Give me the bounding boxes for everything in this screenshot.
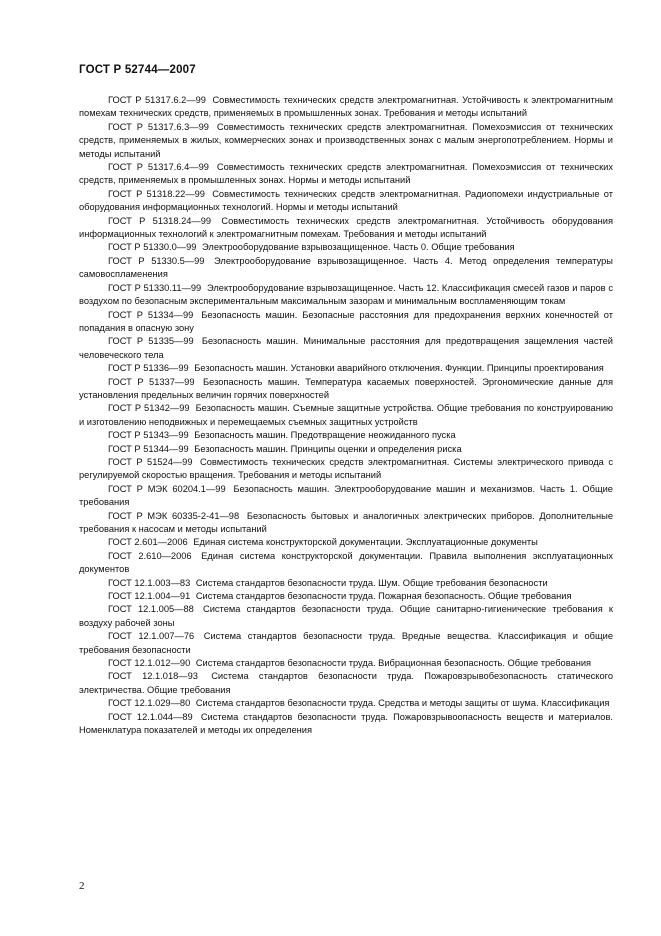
reference-item bbox=[79, 603, 613, 630]
reference-item bbox=[79, 215, 613, 242]
reference-title: Безопасность машин. Безопасные расстояния для предохранения верхних конечностей от попадания в опасную зону bbox=[79, 309, 614, 333]
reference-title: Совместимость технических средств электромагнитная. Устойчивость к электромагнитным помехам технических средств, применяемых в промышленных зонах. Требования и методы испытаний bbox=[79, 95, 613, 119]
reference-title: Электрооборудование взрывозащищенное. Часть 0. Общие требования bbox=[202, 242, 515, 253]
reference-item bbox=[79, 456, 613, 483]
reference-code: ГОСТ Р 51317.6.2—99 bbox=[108, 95, 206, 105]
reference-item bbox=[79, 550, 613, 577]
reference-title: Единая система конструкторской документации. Эксплуатационные документы bbox=[193, 537, 538, 548]
reference-item bbox=[79, 241, 613, 254]
standard-designation: ГОСТ Р 52744—2007 bbox=[79, 64, 196, 76]
reference-item bbox=[79, 94, 613, 121]
reference-item bbox=[79, 335, 613, 362]
reference-title: Система стандартов безопасности труда. Пожаровзрывоопасность веществ и материалов. Номенклатура показателей и методы их определения bbox=[79, 711, 613, 736]
reference-item bbox=[79, 657, 613, 670]
reference-code: ГОСТ Р 51318.24—99 bbox=[108, 215, 212, 226]
reference-code: ГОСТ 12.1.044—89 bbox=[108, 711, 193, 722]
reference-code: ГОСТ Р 51343—99 bbox=[108, 430, 189, 441]
reference-title: Единая система конструкторской документации. Правила выполнения эксплуатационных документов bbox=[79, 550, 614, 575]
reference-code: ГОСТ 12.1.018—93 bbox=[108, 671, 198, 682]
reference-title: Электрооборудование взрывозащищенное. Часть 12. Классификация смесей газов и паров с воздухом по безопасным экспериментальным максимальным зазорам и минимальным воспламеняющим токам bbox=[79, 282, 614, 307]
reference-title: Безопасность бытовых и аналогичных электрических приборов. Дополнительные требования к насосам и методы испытаний bbox=[79, 510, 613, 534]
reference-item bbox=[79, 577, 613, 590]
reference-code: ГОСТ Р 51317.6.4—99 bbox=[108, 162, 209, 173]
reference-item bbox=[79, 255, 613, 282]
reference-item bbox=[79, 402, 613, 429]
reference-title: Совместимость технических средств электромагнитная. Помехоэмиссия от технических средств, применяемых в промышленных зонах. Нормы и методы испытаний bbox=[79, 162, 613, 186]
reference-code: ГОСТ Р 51330.11—99 bbox=[108, 282, 202, 293]
reference-item bbox=[79, 362, 613, 375]
reference-code: ГОСТ 12.1.012—90 bbox=[108, 658, 191, 669]
reference-code: ГОСТ 12.1.007—76 bbox=[108, 631, 195, 642]
reference-code: ГОСТ Р 51336—99 bbox=[108, 363, 189, 374]
reference-title: Система стандартов безопасности труда. Вибрационная безопасность. Общие требования bbox=[195, 658, 592, 669]
reference-code: ГОСТ Р 51344—99 bbox=[108, 443, 189, 454]
reference-code: ГОСТ 12.1.003—83 bbox=[108, 577, 191, 588]
reference-item bbox=[79, 697, 613, 710]
reference-code: ГОСТ 2.610—2006 bbox=[108, 550, 192, 561]
reference-title: Совместимость технических средств электромагнитная. Устойчивость оборудования информационных технологий к электромагнитным помехам. Требования и методы испытаний bbox=[79, 215, 613, 240]
reference-item bbox=[79, 121, 613, 161]
reference-code: ГОСТ Р 51524—99 bbox=[108, 456, 193, 467]
normative-references-list bbox=[79, 94, 613, 738]
reference-item bbox=[79, 376, 613, 403]
reference-title: Безопасность машин. Предотвращение неожиданного пуска bbox=[194, 430, 456, 441]
reference-code: ГОСТ 12.1.004—91 bbox=[108, 591, 191, 602]
reference-item bbox=[79, 670, 613, 697]
reference-item bbox=[79, 161, 613, 188]
reference-item bbox=[79, 483, 613, 510]
reference-title: Совместимость технических средств электромагнитная. Радиопомехи индустриальные от оборудования информационных технологий. Нормы и методы испытаний bbox=[79, 188, 613, 213]
reference-code: ГОСТ Р 51335—99 bbox=[108, 336, 194, 347]
reference-title: Безопасность машин. Минимальные расстояния для предотвращения защемления частей человеческого тела bbox=[79, 336, 613, 360]
reference-code: ГОСТ Р МЭК 60335-2-41—98 bbox=[108, 510, 240, 521]
reference-code: ГОСТ Р 51337—99 bbox=[108, 376, 195, 387]
reference-item bbox=[79, 282, 613, 309]
reference-title: Система стандартов безопасности труда. Шум. Общие требования безопасности bbox=[195, 577, 548, 588]
reference-item bbox=[79, 188, 613, 215]
page-number: 2 bbox=[79, 880, 85, 892]
reference-title: Безопасность машин. Принципы оценки и определения риска bbox=[194, 443, 462, 454]
reference-title: Совместимость технических средств электромагнитная. Помехоэмиссия от технических средств, применяемых в жилых, коммерческих зонах и производственных зонах с малым энергопотреблением. Нормы и методы испытаний bbox=[79, 121, 613, 159]
reference-item bbox=[79, 309, 613, 336]
reference-title: Безопасность машин. Электрооборудование машин и механизмов. Часть 1. Общие требования bbox=[79, 483, 613, 508]
reference-code: ГОСТ Р 51318.22—99 bbox=[108, 188, 205, 199]
reference-code: ГОСТ 12.1.005—88 bbox=[108, 604, 194, 615]
reference-item bbox=[79, 510, 613, 537]
reference-title: Система стандартов безопасности труда. Средства и методы защиты от шума. Классификация bbox=[195, 698, 610, 709]
reference-item bbox=[79, 590, 613, 603]
reference-title: Система стандартов безопасности труда. Вредные вещества. Классификация и общие требования безопасности bbox=[79, 631, 613, 655]
reference-title: Совместимость технических средств электромагнитная. Системы электрического привода с регулируемой скоростью вращения. Требования и методы испытаний bbox=[79, 456, 613, 481]
reference-code: ГОСТ Р 51330.5—99 bbox=[108, 255, 205, 266]
reference-item bbox=[79, 443, 613, 456]
reference-title: Система стандартов безопасности труда. Пожаровзрывобезопасность статического электричества. Общие требования bbox=[79, 671, 613, 695]
reference-title: Безопасность машин. Установки аварийного отключения. Функции. Принципы проектирования bbox=[194, 363, 604, 374]
document-header bbox=[79, 64, 196, 76]
reference-item bbox=[79, 429, 613, 442]
reference-title: Безопасность машин. Съемные защитные устройства. Общие требования по конструированию и изготовлению неподвижных и перемещаемых съемных защитных устройств bbox=[79, 403, 613, 427]
reference-code: ГОСТ Р МЭК 60204.1—99 bbox=[108, 483, 226, 494]
reference-item bbox=[79, 536, 613, 549]
reference-title: Электрооборудование взрывозащищенное. Часть 4. Метод определения температуры самовоспламенения bbox=[79, 255, 613, 280]
reference-title: Безопасность машин. Температура касаемых поверхностей. Эргономические данные для установления предельных величин горячих поверхностей bbox=[79, 376, 613, 400]
reference-title: Система стандартов безопасности труда. Пожарная безопасность. Общие требования bbox=[195, 591, 572, 602]
reference-title: Система стандартов безопасности труда. Общие санитарно-гигиенические требования к воздуху рабочей зоны bbox=[79, 604, 613, 628]
reference-code: ГОСТ Р 51317.6.3—99 bbox=[108, 121, 209, 132]
reference-code: ГОСТ 2.601—2006 bbox=[108, 537, 188, 548]
reference-code: ГОСТ Р 51342—99 bbox=[108, 403, 190, 414]
reference-code: ГОСТ 12.1.029—80 bbox=[108, 698, 191, 709]
reference-code: ГОСТ Р 51330.0—99 bbox=[108, 242, 197, 253]
reference-item bbox=[79, 711, 613, 738]
reference-code: ГОСТ Р 51334—99 bbox=[108, 309, 194, 320]
reference-item bbox=[79, 630, 613, 657]
